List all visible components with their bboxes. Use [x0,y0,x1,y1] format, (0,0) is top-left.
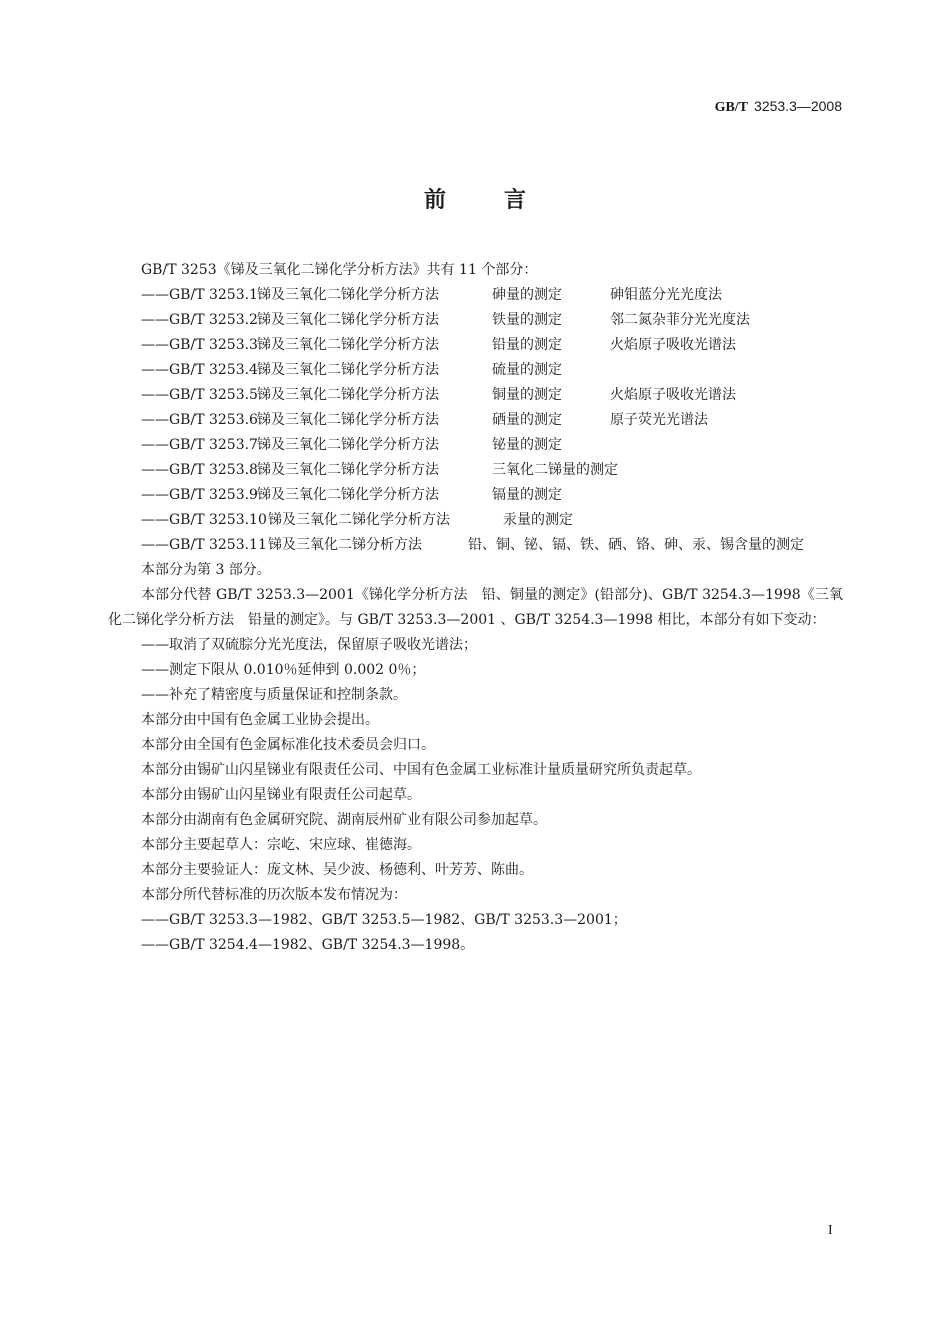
list-item: ——GB/T 3253.2锑及三氧化二锑化学分析方法 铁量的测定 邻二氮杂菲分光光度法 [141,312,750,328]
list-item: ——GB/T 3253.6锑及三氧化二锑化学分析方法 硒量的测定 原子荧光光谱法 [141,412,708,428]
statements [108,708,843,908]
statement-lead-drafter: 本部分由锡矿山闪星锑业有限责任公司、中国有色金属工业标准计量质量研究所负责起草。 [141,762,701,778]
statement-proposer: 本部分由中国有色金属工业协会提出。 [141,712,379,728]
history-list [108,908,843,958]
statement-centralized: 本部分由全国有色金属标准化技术委员会归口。 [141,737,435,753]
list-item: ——GB/T 3253.3—1982、GB/T 3253.5—1982、GB/T 3253.3—2001； [141,912,627,928]
list-item: ——补充了精密度与质量保证和控制条款。 [141,687,407,703]
statement-history-intro: 本部分所代替标准的历次版本发布情况为： [141,887,407,903]
list-item: ——GB/T 3253.9锑及三氧化二锑化学分析方法 镉量的测定 [141,487,562,503]
intro-text: GB/T 3253《锑及三氧化二锑化学分析方法》共有 11 个部分： [141,262,538,278]
replacement-paragraph: 本部分代替 GB/T 3253.3—2001《锑化学分析方法 铅、铜量的测定》(铅部分)、GB/T 3254.3—1998《三氧化二锑化学分析方法 铅量的测定》。与 GB/T 3253.3—2001 、GB/T 3254.3—1998 相比，本部分有如下变动： [108,587,843,628]
parts-list [108,283,843,558]
list-item: ——GB/T 3253.3锑及三氧化二锑化学分析方法 铅量的测定 火焰原子吸收光谱法 [141,337,736,353]
page-number: I [828,1223,833,1238]
list-item: ——GB/T 3253.1锑及三氧化二锑化学分析方法 砷量的测定 砷钼蓝分光光度法 [141,287,722,303]
standard-prefix: GB/T [714,100,749,115]
list-item: ——GB/T 3253.11锑及三氧化二锑分析方法 铅、铜、铋、镉、铁、硒、铬、砷、汞、锡含量的测定 [141,537,804,553]
standard-header [715,98,842,116]
list-item: ——取消了双硫腙分光光度法，保留原子吸收光谱法； [141,637,477,653]
statement-drafter: 本部分由锡矿山闪星锑业有限责任公司起草。 [141,787,421,803]
list-item: ——GB/T 3253.10锑及三氧化二锑化学分析方法 汞量的测定 [141,512,573,528]
standard-number: 3253.3—2008 [754,98,842,114]
document-body [108,258,843,958]
statement-main-drafters: 本部分主要起草人：宗屹、宋应球、崔德海。 [141,837,421,853]
list-item: ——GB/T 3253.5锑及三氧化二锑化学分析方法 铜量的测定 火焰原子吸收光谱法 [141,387,736,403]
statement-verifiers: 本部分主要验证人：庞文林、吴少波、杨德利、叶芳芳、陈曲。 [141,862,533,878]
list-item: ——GB/T 3254.4—1982、GB/T 3254.3—1998。 [141,937,475,953]
title-char-1: 前 [423,188,446,213]
statement-participants: 本部分由湖南有色金属研究院、湖南辰州矿业有限公司参加起草。 [141,812,547,828]
changes-list [108,633,843,708]
list-item: ——GB/T 3253.7锑及三氧化二锑化学分析方法 铋量的测定 [141,437,562,453]
list-item: ——测定下限从 0.010％延伸到 0.002 0％； [141,662,426,678]
list-item: ——GB/T 3253.8锑及三氧化二锑化学分析方法 三氧化二锑量的测定 [141,462,618,478]
title-char-2: 言 [504,188,527,213]
list-item: ——GB/T 3253.4锑及三氧化二锑化学分析方法 硫量的测定 [141,362,562,378]
part-number-note: 本部分为第 3 部分。 [141,562,271,578]
page-title [0,183,950,214]
